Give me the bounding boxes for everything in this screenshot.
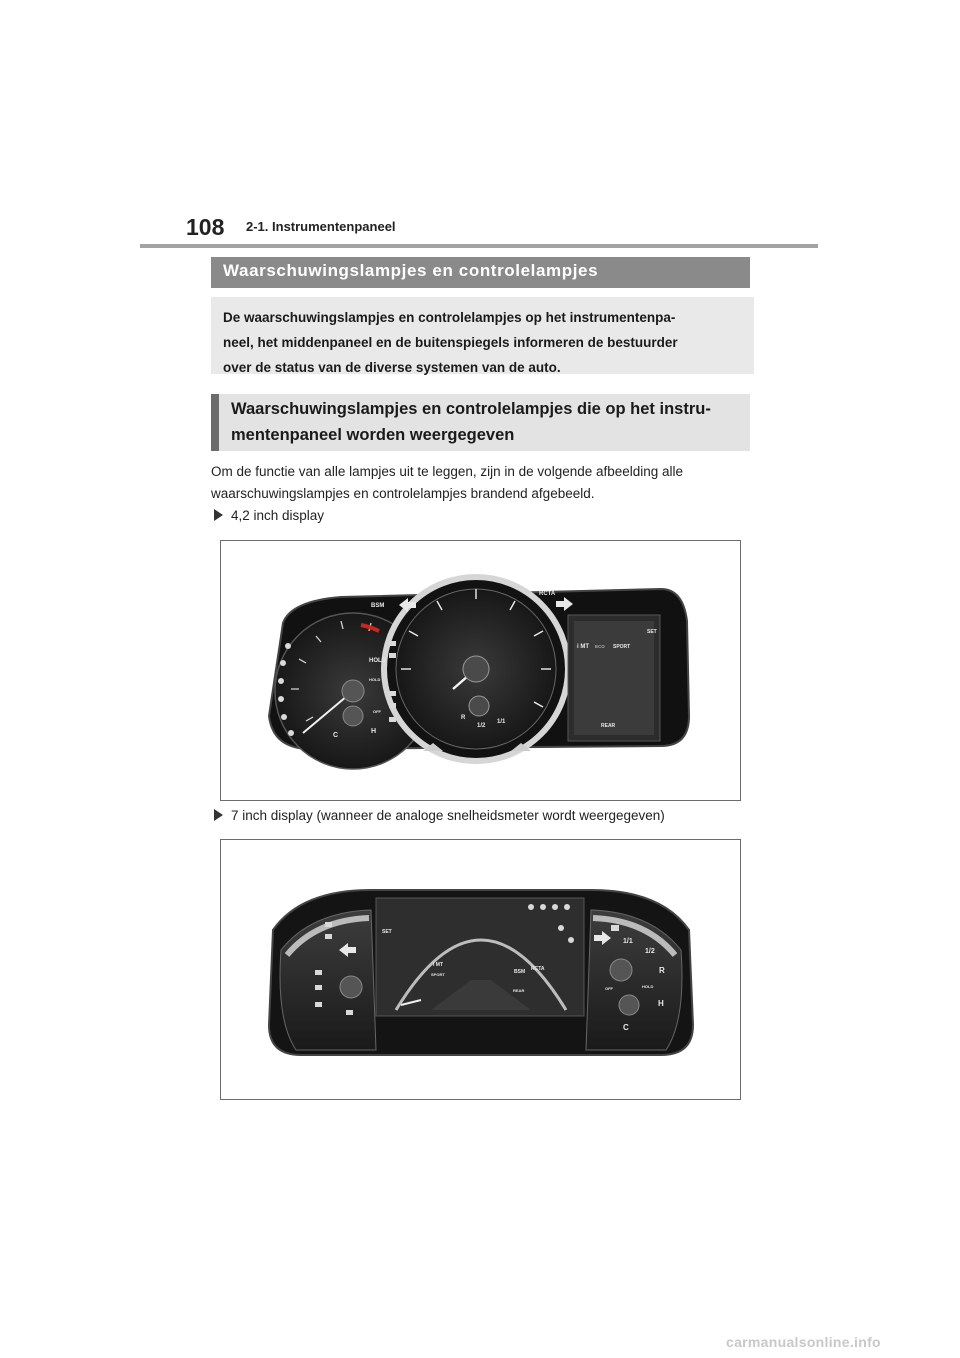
left-gauge-knob [340, 976, 362, 998]
label-set: SET [647, 629, 657, 635]
warning-icon [389, 703, 396, 708]
header-rule [140, 244, 818, 248]
label-rcta: RCTA [531, 966, 545, 972]
warning-icon [325, 922, 332, 927]
warning-icon [528, 904, 534, 910]
label-sport: SPORT [613, 644, 631, 650]
intro-line: neel, het middenpaneel en de buitenspiegels informeren de bestuurder [223, 335, 678, 350]
bullet-4-2-inch [214, 508, 324, 523]
triangle-bullet-icon [214, 809, 223, 821]
label-sport: SPORT [431, 972, 445, 977]
intro-line: De waarschuwingslampjes en controlelampjes op het instrumentenpa- [223, 310, 676, 325]
label-c: C [333, 732, 339, 739]
warning-icon [278, 696, 284, 702]
label-bsm: BSM [514, 969, 526, 975]
warning-icon [389, 691, 396, 696]
warning-icon [389, 717, 396, 722]
label-bsm: BSM [371, 603, 385, 609]
body-line: Om de functie van alle lampjes uit te leggen, zijn in de volgende afbeelding alle [211, 464, 684, 479]
intro-line: over de status van de diverse systemen van de auto. [223, 360, 561, 375]
page-number: 108 [186, 214, 225, 240]
warning-icon [564, 904, 570, 910]
warning-icon [325, 934, 332, 939]
label-hold: HOLD [369, 658, 386, 664]
label-rear: REAR [601, 723, 616, 729]
cluster-illustration-2 [221, 840, 740, 1099]
bullet-text: 4,2 inch display [231, 508, 325, 523]
left-gauge-knob-lower [343, 706, 363, 726]
intro-box [211, 297, 754, 374]
warning-icon [540, 904, 546, 910]
bullet-7-inch [214, 808, 665, 823]
warning-icon [281, 714, 287, 720]
warning-icon [611, 925, 619, 931]
warning-icon [315, 1002, 322, 1007]
warning-icon [346, 1010, 353, 1015]
warning-icon [278, 678, 284, 684]
label-h: H [658, 999, 664, 1008]
subsection-line: Waarschuwingslampjes en controlelampjes die op het instru- [231, 400, 711, 418]
label-r: R [461, 715, 466, 721]
warning-icon [280, 660, 286, 666]
warning-icon [558, 925, 564, 931]
label-imt: i MT [577, 644, 589, 650]
triangle-bullet-icon [214, 509, 223, 521]
body-line: waarschuwingslampjes en controlelampjes brandend afgebeeld. [211, 486, 595, 501]
label-hold: HOLD [642, 984, 654, 989]
label-eco: ECO [595, 644, 605, 649]
warning-icon [315, 970, 322, 975]
label-set: SET [382, 929, 392, 935]
label-off: OFF [605, 986, 613, 991]
running-header: 2-1. Instrumentenpaneel [246, 219, 396, 234]
multi-info-screen [574, 621, 654, 735]
warning-icon [315, 985, 322, 990]
section-title: Waarschuwingslampjes en controlelampjes [211, 257, 750, 288]
bullet-text: 7 inch display (wanneer de analoge snelheidsmeter wordt weergegeven) [231, 808, 665, 823]
label-off: OFF [373, 709, 381, 714]
watermark: carmanualsonline.info [726, 1334, 881, 1350]
label-h: H [371, 728, 377, 735]
left-gauge-knob [342, 680, 364, 702]
fuel-gauge-knob [469, 696, 489, 716]
label-rear: REAR [513, 988, 525, 993]
body-paragraph [211, 461, 751, 505]
label-imt: i MT [433, 962, 443, 968]
cluster-illustration-1 [221, 541, 740, 800]
label-rcta: RCTA [539, 591, 556, 597]
warning-icon [389, 653, 396, 658]
warning-icon [568, 937, 574, 943]
label-half: 1/2 [477, 723, 486, 729]
warning-icon [285, 643, 291, 649]
speedometer-knob [463, 656, 489, 682]
subsection-title [211, 394, 750, 451]
figure-7-inch-cluster [220, 839, 741, 1100]
label-half: 1/2 [645, 948, 655, 955]
warning-icon [288, 730, 294, 736]
figure-4-2-inch-cluster [220, 540, 741, 801]
subsection-line: mentenpaneel worden weergegeven [231, 426, 515, 444]
label-hold-small: HOLD [369, 677, 381, 682]
label-full: 1/1 [623, 938, 633, 945]
warning-icon [552, 904, 558, 910]
right-gauge-knob [610, 959, 632, 981]
label-r: R [659, 966, 665, 975]
warning-icon [389, 641, 396, 646]
right-gauge-knob-lower [619, 995, 639, 1015]
label-c: C [623, 1023, 629, 1032]
label-full: 1/1 [497, 719, 506, 725]
